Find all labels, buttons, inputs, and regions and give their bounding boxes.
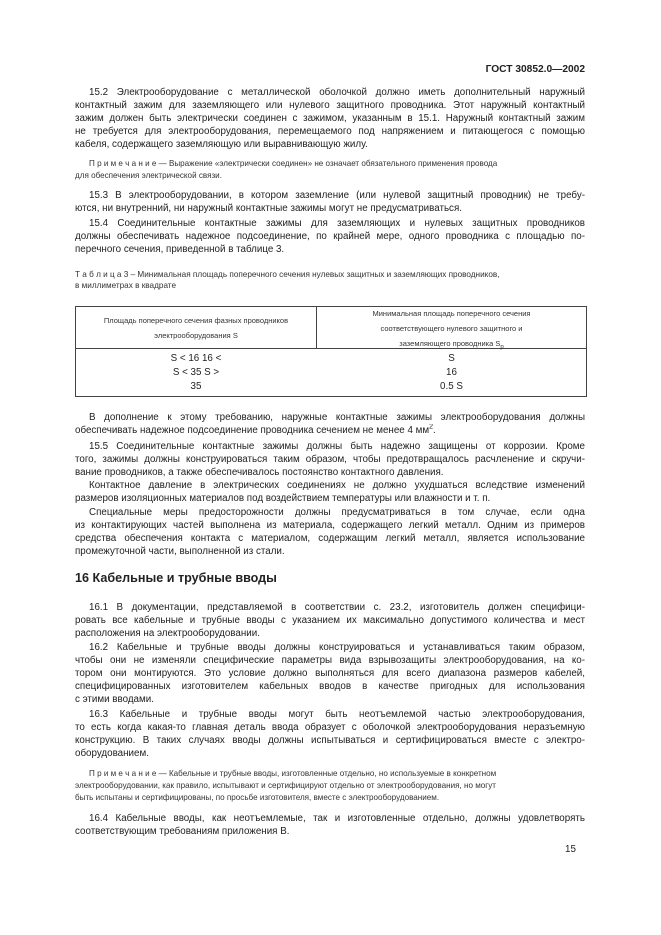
- paragraph-16-3-line: оборудованием.: [75, 748, 149, 759]
- table-col1-values: [76, 352, 316, 394]
- paragraph-15-5-line: вание проводников, а также обеспечивалось постоянство контактного давления.: [75, 467, 444, 478]
- paragraph-16-4-line: соответствующим требованиям приложения В.: [75, 826, 290, 837]
- note-2-label: П р и м е ч а н и е: [89, 769, 157, 778]
- paragraph-16-2-line: чтобы они не изменяли специфические параметры вида взрывозащиты электрооборудования, на ко-: [75, 655, 585, 666]
- paragraph-addition-line: [75, 424, 585, 437]
- paragraph-16-3-line: конструкцию. В таких случаях вводы должны испытываться и сертифицироваться вместе с электро-: [75, 735, 585, 746]
- table-cell: S < 35 S >: [172, 367, 220, 378]
- paragraph-16-1-line: расположения на электрооборудовании.: [75, 628, 260, 639]
- note-1-line: [89, 158, 585, 169]
- paragraph-15-4-line: 15.4 Соединительные контактные зажимы для заземляющих и нулевых защитных проводников: [89, 218, 585, 229]
- paragraph-special-line: Специальные меры предосторожности должны предусматриваться в том случае, если одна: [89, 507, 585, 518]
- paragraph-15-3-line: 15.3 В электрооборудовании, в котором заземление (или нулевой защитный проводник) не требу-: [89, 190, 585, 201]
- table-3-caption: в миллиметрах в квадрате: [75, 281, 177, 290]
- paragraph-special-line: промежуточной части, выполненной из стали.: [75, 546, 285, 557]
- header-line: соответствующего нулевого защитного и: [380, 324, 523, 333]
- paragraph-16-2-line: с этими вводами.: [75, 694, 154, 705]
- table-cell: 16: [446, 367, 457, 378]
- paragraph-15-5-line: того, зажимы должны конструироваться таким образом, чтобы предотвращалось расчленение и скручи-: [75, 454, 585, 465]
- header-line: Минимальная площадь поперечного сечения: [372, 309, 531, 318]
- paragraph-pressure-line: размеров изоляционных материалов под воздействием температуры или влажности и т. п.: [75, 493, 491, 504]
- note-2-line: электрооборудовании, как правило, испытывают и сертифицируют отдельно от электрооборудования, но могут: [75, 781, 496, 790]
- note-1-text: — Выражение «электрически соединен» не означает обязательного применения провода: [156, 159, 498, 168]
- table-header-col2: [317, 306, 586, 351]
- paragraph-16-2-line: тором они монтируются. Это условие должно выполняться для всего диапазона размеров кабелей,: [75, 668, 585, 679]
- document-header: ГОСТ 30852.0—2002: [485, 64, 585, 75]
- paragraph-15-2-line: кабеля, содержащего заземляющую или выравнивающую жилу.: [75, 139, 368, 150]
- note-2-text: — Кабельные и трубные вводы, изготовленные отдельно, но используемые в конкретном: [156, 769, 497, 778]
- note-2-line: [89, 768, 585, 779]
- table-cell: S < 16 16 <: [170, 353, 222, 364]
- header-line: Площадь поперечного сечения фазных проводников: [103, 316, 289, 325]
- header-line: [76, 328, 316, 343]
- table-cell: 0.5 S: [440, 381, 463, 392]
- header-text: электрооборудования S: [154, 331, 238, 340]
- superscript: 2: [429, 424, 433, 431]
- table-3: [75, 306, 587, 397]
- paragraph-16-1-line: 16.1 В документации, представляемой в соответствии с. 23.2, изготовитель должен специфици-: [89, 602, 585, 613]
- table-col2-values: [317, 352, 586, 394]
- table-cell: 35: [190, 381, 202, 392]
- paragraph-addition-line: В дополнение к этому требованию, наружные контактные зажимы электрооборудования должны: [89, 412, 585, 423]
- note-1-label: П р и м е ч а н и е: [89, 159, 157, 168]
- paragraph-pressure-line: Контактное давление в электрических соединениях не должно ухудшаться вследствие изменений: [89, 480, 585, 491]
- paragraph-15-3-line: ются, ни внутренний, ни наружный контактные зажимы могут не предусматриваться.: [75, 203, 462, 214]
- paragraph-16-4-line: 16.4 Кабельные вводы, как неотъемлемые, так и изготовленные отдельно, должны удовлетворять: [89, 813, 585, 824]
- paragraph-15-4-line: перечного сечения, приведенной в таблице 3.: [75, 244, 285, 255]
- paragraph-special-line: средства обеспечения контакта с материалом, содержащим легкий металл, является использование: [75, 533, 585, 544]
- paragraph-15-2-line: зажим должен быть электрически соединен с зажимом, указанным в 15.1. Наружный контактный зажим: [75, 113, 585, 124]
- paragraph-16-2-line: специфицированных изготовителем кабельных вводов в качестве пригодных для использования: [75, 681, 585, 692]
- paragraph-16-3-line: 16.3 Кабельные и трубные вводы могут быть неотъемлемой частью электрооборудования,: [89, 709, 585, 720]
- paragraph-text: обеспечивать надежное подсоединение проводника сечением не менее 4 мм: [75, 425, 430, 436]
- table-3-caption: Т а б л и ц а 3 – Минимальная площадь поперечного сечения нулевых защитных и заземляющих проводников,: [75, 270, 500, 279]
- section-16-heading: 16 Кабельные и трубные вводы: [75, 571, 277, 585]
- paragraph-15-4-line: должны обеспечивать надежное подсоединение, по крайней мере, одного проводника с площадью по-: [75, 231, 585, 242]
- paragraph-15-2-line: 15.2 Электрооборудование с металлической оболочкой должно иметь дополнительный наружный: [89, 87, 585, 98]
- paragraph-15-5-line: 15.5 Соединительные контактные зажимы должны быть надежно защищены от коррозии. Кроме: [89, 441, 585, 452]
- header-subscript: р: [500, 344, 504, 351]
- table-header-col1: [76, 313, 316, 343]
- table-cell: S: [448, 353, 455, 364]
- paragraph-15-2-line: не требуется для электрооборудования, перемещаемого под напряжением и питающегося с помощью: [75, 126, 585, 137]
- note-2-line: быть испытаны и сертифицированы, по просьбе изготовителя, вместе с электрооборудованием.: [75, 793, 440, 802]
- paragraph-16-3-line: то есть когда какая-то главная деталь ввода образует с оболочкой электрооборудования неразъемную: [75, 722, 585, 733]
- page-number: 15: [565, 844, 576, 855]
- paragraph-text: .: [433, 425, 436, 436]
- note-1-line: для обеспечения электрической связи.: [75, 171, 222, 180]
- header-text: заземляющего проводника S: [399, 339, 501, 348]
- paragraph-special-line: из контактирующих частей выполнена из материала, содержащего легкий металл. Одним из примеров: [75, 520, 585, 531]
- header-line: [317, 336, 586, 351]
- paragraph-16-1-line: ровать все кабельные и трубные вводы с указанием их максимально допустимого количества и мест: [75, 615, 585, 626]
- paragraph-15-2-line: контактный зажим для заземляющего или нулевого защитного проводника. Этот наружный контактный: [75, 100, 585, 111]
- paragraph-16-2-line: 16.2 Кабельные и трубные вводы должны конструироваться и устанавливаться таким образом,: [89, 642, 585, 653]
